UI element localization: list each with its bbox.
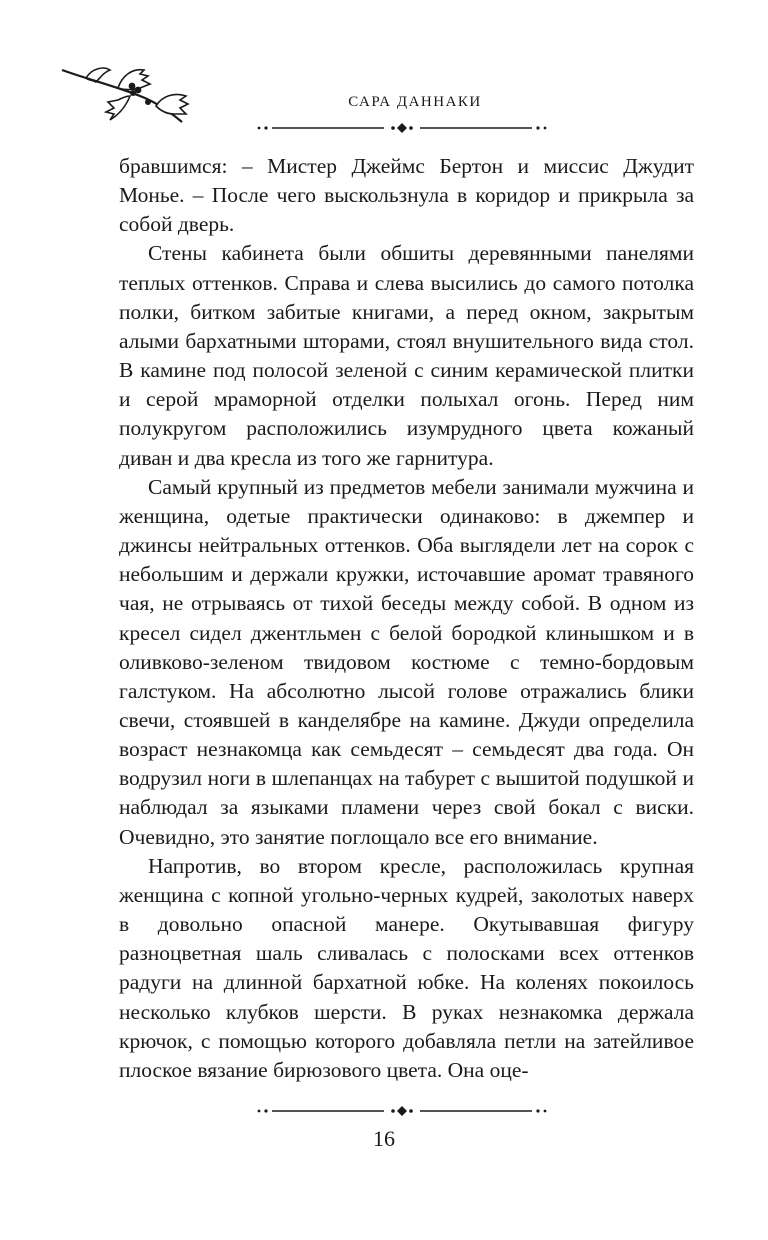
paragraph: Стены кабинета были обшиты деревянными панелями теплых оттенков. Справа и слева высились до самого потолка полки, битком забитые книгами, а перед окном, закрытым алыми бархатными шторами, стоял внушительного вида стол. В камине под полосой зеленой с синим керамической плитки и серой мраморной отделки полыхал огонь. Перед ним полукругом расположились изумрудного цвета кожаный диван и два кресла из того же гарнитура.: [119, 241, 694, 470]
paragraph: Напротив, во втором кресле, расположилась крупная женщина с копной угольно-черных кудрей, заколотых наверх в довольно опасной манере. Окутывавшая фигуру разноцветная шаль сливалась с полосками всех оттенков радуги на длинной бархатной юбке. На коленях покоилось несколько клубков шерсти. В руках незнакомка держала крючок, с помощью которого добавляла петли на затейливое плоское вязание бирюзового цвета. Она оце-: [119, 853, 694, 1082]
paragraph: бравшимся: – Мистер Джеймс Бертон и миссис Джудит Монье. – После чего выскользнула в коридор и прикрыла за собой дверь.: [119, 154, 694, 237]
holly-branch-icon: [60, 62, 190, 132]
dot-ornament-rule-icon: [256, 1104, 548, 1118]
body-text: [119, 152, 694, 1085]
running-title: САРА ДАННАКИ: [348, 94, 482, 110]
dot-ornament-rule-icon: [256, 121, 548, 135]
paragraph: Самый крупный из предметов мебели занимали мужчина и женщина, одетые практически одинаково: в джемпер и джинсы нейтральных оттенков. Оба выглядели лет на сорок с небольшим и держали кружки, источавшие аромат травяного чая, не отрываясь от тихой беседы между собой. В одном из кресел сидел джентльмен с белой бородкой клинышком и в оливково-зеленом твидовом костюме с темно-бордовым галстуком. На абсолютно лысой голове отражались блики свечи, стоявшей в канделябре на камине. Джуди определила возраст незнакомца как семьдесят – семьдесят два года. Он водрузил ноги в шлепанцах на табурет с вышитой подушкой и наблюдал за языками пламени через свой бокал с виски. Очевидно, это занятие поглощало все его внимание.: [119, 474, 694, 849]
page-number: 16: [373, 1126, 395, 1151]
